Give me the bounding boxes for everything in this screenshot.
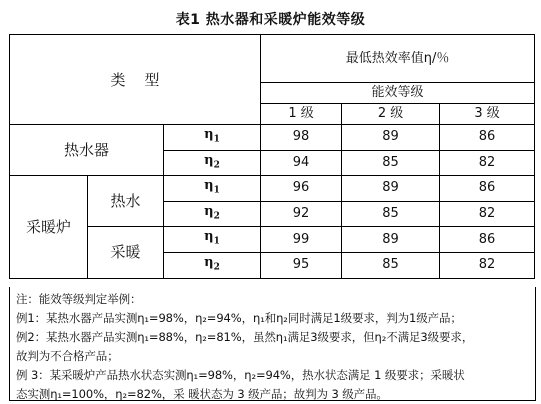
note-line: 例2：某热水器产品实测η₁=88%，η₂=81%，虽然η₁满足3级要求，但η₂不满足3级要求，: [16, 330, 474, 344]
table-cell: 86: [440, 227, 535, 253]
efficiency-header: [261, 35, 535, 83]
grade-2-header: 2 级: [342, 104, 440, 125]
note-line: 注：能效等级判定举例：: [16, 292, 142, 306]
efficiency-table: [9, 34, 535, 279]
table-cell: 82: [440, 201, 535, 227]
table-cell: 89: [342, 125, 440, 151]
grade-1-header: 1 级: [261, 104, 342, 125]
table-cell: 85: [342, 252, 440, 278]
table-cell: 95: [261, 252, 342, 278]
table-cell: 92: [261, 201, 342, 227]
eta2-symbol: $\eta_2$: [164, 150, 261, 176]
eta1-symbol: $\eta_1$: [164, 227, 261, 253]
table-cell: 89: [342, 176, 440, 202]
table-cell: 82: [440, 252, 535, 278]
efficiency-header-label: 最低热效率值η/％: [345, 51, 450, 66]
grade-header: 能效等级: [261, 83, 535, 104]
mode-heating: 采暖: [88, 227, 164, 278]
table-cell: 86: [440, 176, 535, 202]
table-cell: 98: [261, 125, 342, 151]
note-line: 例 3：某采暖炉产品热水状态实测η₁=98%，η₂=94%，热水状态满足 1 级要求；采暖状: [16, 368, 465, 382]
table-cell: 86: [440, 125, 535, 151]
table-cell: 89: [342, 227, 440, 253]
eta1-symbol: $\eta_1$: [164, 125, 261, 151]
type-header: 类 型: [10, 35, 261, 125]
table-cell: 96: [261, 176, 342, 202]
note-line: 例1：某热水器产品实测η₁=98%，η₂=94%，η₁和η₂同时满足1级要求，判为1级产品；: [16, 311, 462, 325]
eta2-symbol: $\eta_2$: [164, 252, 261, 278]
category-water-heater: 热水器: [10, 125, 164, 176]
mode-hot-water: 热水: [88, 176, 164, 227]
notes-section: [9, 287, 536, 401]
eta1-symbol: $\eta_1$: [164, 176, 261, 202]
table-title: 表1 热水器和采暖炉能效等级: [175, 12, 366, 28]
table-cell: 82: [440, 150, 535, 176]
category-heating-boiler: 采暖炉: [10, 176, 88, 278]
table-cell: 85: [342, 150, 440, 176]
grade-3-header: 3 级: [440, 104, 535, 125]
table-cell: 85: [342, 201, 440, 227]
eta2-symbol: $\eta_2$: [164, 201, 261, 227]
table-cell: 99: [261, 227, 342, 253]
note-line: 态实测η₁=100%，η₂=82%，采 暖状态为 3 级产品；故判为 3 级产品。: [16, 387, 388, 401]
table-cell: 94: [261, 150, 342, 176]
note-line: 故判为不合格产品；: [16, 349, 119, 363]
